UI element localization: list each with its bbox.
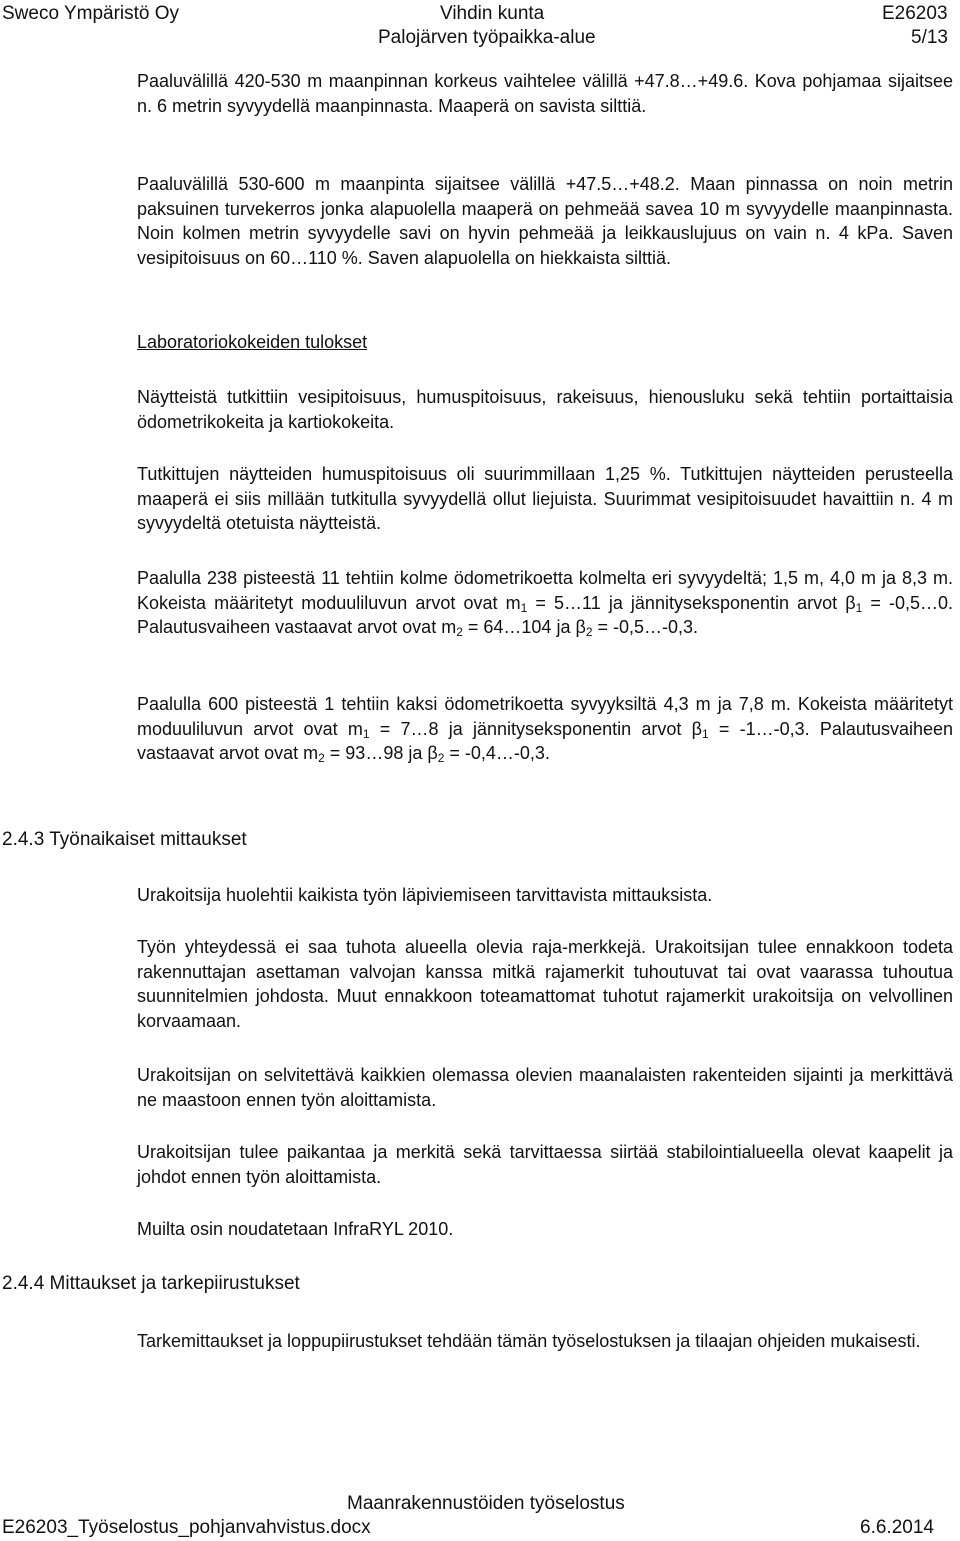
paragraph-12: Tarkemittaukset ja loppupiirustukset tehdään tämän työselostuksen ja tilaajan ohjeiden mukaisesti. (137, 1331, 921, 1351)
footer-date: 6.6.2014 (860, 1517, 934, 1538)
footer-filename: E26203_Työselostus_pohjanvahvistus.docx (2, 1517, 371, 1538)
header-page-number: 5/13 (911, 27, 948, 48)
paragraph-10: Urakoitsijan tulee paikantaa ja merkitä sekä tarvittaessa siirtää stabilointialueella olevat kaapelit ja johdot ennen työn aloittamista. (137, 1142, 953, 1187)
section-heading-2-4-3: 2.4.3 Työnaikaiset mittaukset (2, 829, 247, 850)
lab-results-heading: Laboratoriokokeiden tulokset (137, 332, 368, 352)
header-company: Sweco Ympäristö Oy (2, 3, 180, 24)
paragraph-1: Paaluvälillä 420-530 m maanpinnan korkeus vaihtelee välillä +47.8…+49.6. Kova pohjamaa sijaitsee n. 6 metrin syvyydellä maanpinnasta. Maaperä on savista silttiä. (137, 71, 953, 116)
paragraph-5: Paalulla 238 pisteestä 11 tehtiin kolme ödometrikoetta kolmelta eri syvyydeltä; 1,5 m, 4,0 m ja 8,3 m. Kokeista määritetyt moduuliluvun arvot ovat $m_1$ = 5…11 ja jännityseksponentin arvot $\beta_1$ = -0,5…0. Palautusvaiheen vastaavat arvot ovat $m_2$ = 64…104 ja $\beta_2$ = -0,5…-0,3. (137, 568, 954, 640)
header-client: Vihdin kunta (440, 3, 545, 24)
paragraph-8: Työn yhteydessä ei saa tuhota alueella olevia raja-merkkejä. Urakoitsijan tulee ennakkoon todeta rakennuttajan asettaman valvojan kanssa mitkä rajamerkit tuhoutuvat tai ovat vaarassa tuhoutua suunnitelmien johdosta. Muut ennakkoon toteamattomat tuhotut rajamerkit urakoitsija on velvollinen korvaamaan. (137, 937, 953, 1032)
paragraph-9: Urakoitsijan on selvitettävä kaikkien olemassa olevien maanalaisten rakenteiden sijainti ja merkittävä ne maastoon ennen työn aloittamista. (137, 1065, 953, 1110)
header-doc-id: E26203 (882, 3, 948, 24)
paragraph-6: Paalulla 600 pisteestä 1 tehtiin kaksi ödometrikoetta syvyyksiltä 4,3 m ja 7,8 m. Kokeista määritetyt moduuliluvun arvot ovat $m_1$ = 7…8 ja jännityseksponentin arvot $\beta_1$ = -1…-0,3. Palautusvaiheen vastaavat arvot ovat $m_2$ = 93…98 ja $\beta_2$ = -0,4…-0,3. (137, 694, 954, 766)
header-site: Palojärven työpaikka-alue (378, 27, 596, 48)
paragraph-4: Tutkittujen näytteiden humuspitoisuus oli suurimmillaan 1,25 %. Tutkittujen näytteiden perusteella maaperä ei siis millään tutkitulla syvyydellä ollut liejuista. Suurimmat vesipitoisuudet havaittiin n. 4 m syvyydeltä otetuista näytteistä. (137, 464, 953, 534)
paragraph-2: Paaluvälillä 530-600 m maanpinta sijaitsee välillä +47.5…+48.2. Maan pinnassa on noin metrin paksuinen turvekerros jonka alapuolella maaperä on pehmeää savea 10 m syvyydelle maanpinnasta. Noin kolmen metrin syvyydelle savi on hyvin pehmeää ja leikkauslujuus on vain n. 4 kPa. Saven vesipitoisuus on 60…110 %. Saven alapuolella on hiekkaista silttiä. (137, 174, 953, 269)
paragraph-3: Näytteistä tutkittiin vesipitoisuus, humuspitoisuus, rakeisuus, hienousluku sekä tehtiin portaittaisia ödometrikokeita ja kartiokokeita. (137, 387, 953, 432)
paragraph-7: Urakoitsija huolehtii kaikista työn läpiviemiseen tarvittavista mittauksista. (137, 885, 713, 905)
paragraph-11: Muilta osin noudatetaan InfraRYL 2010. (137, 1219, 454, 1239)
section-heading-2-4-4: 2.4.4 Mittaukset ja tarkepiirustukset (2, 1273, 300, 1294)
footer-title: Maanrakennustöiden työselostus (347, 1493, 625, 1514)
